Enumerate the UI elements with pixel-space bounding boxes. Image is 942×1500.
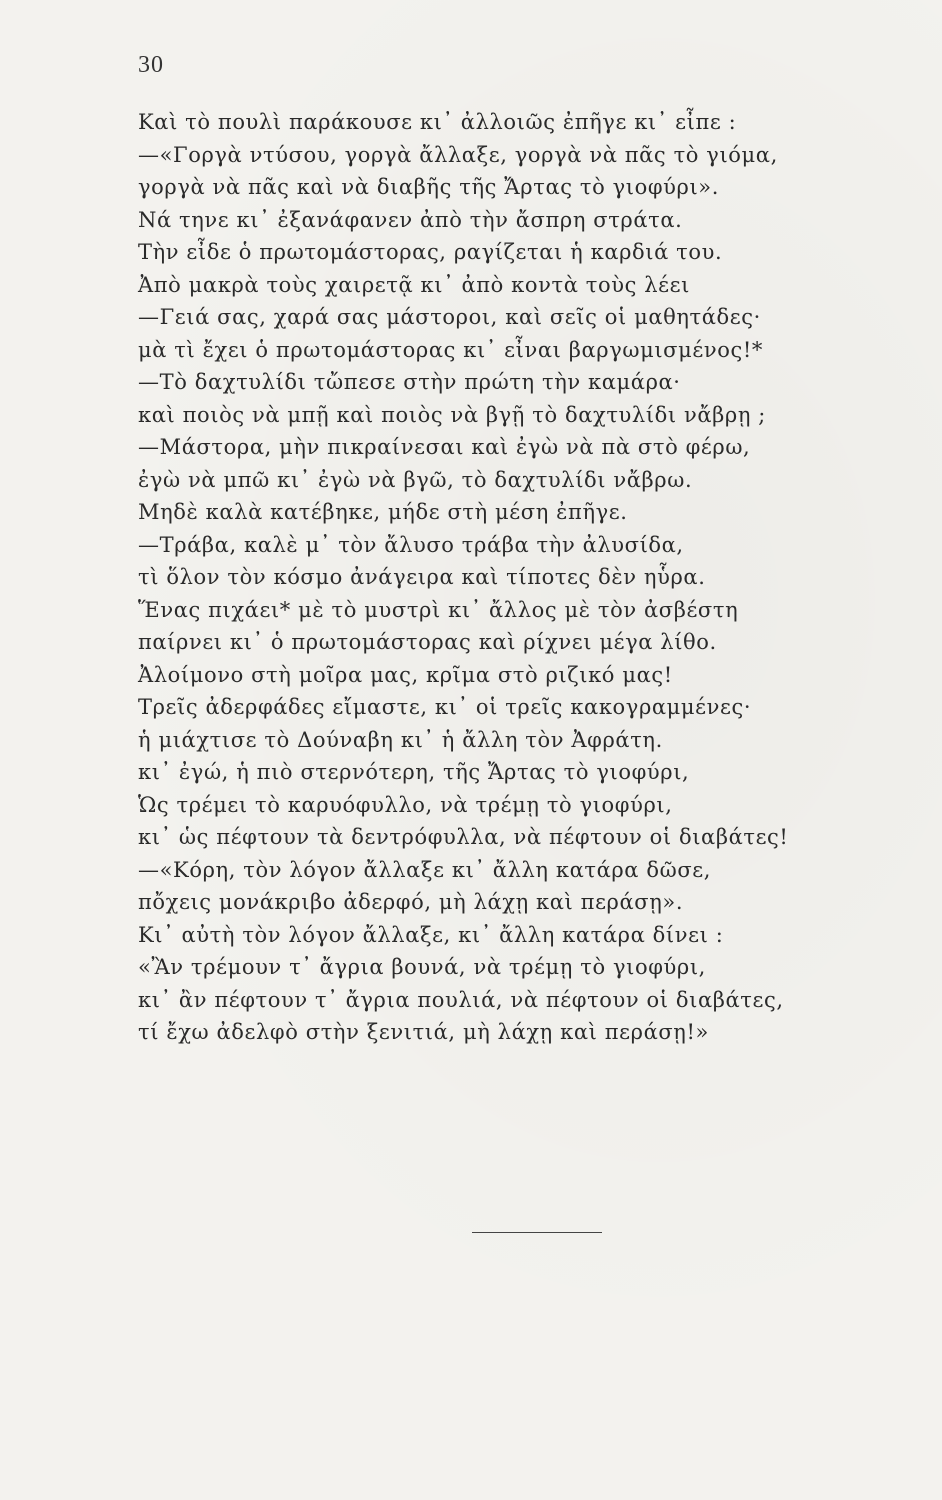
poem-line: γοργὰ νὰ πᾶς καὶ νὰ διαβῆς τῆς Ἄρτας τὸ γιοφύρι». — [138, 175, 720, 199]
poem-line: —«Γοργὰ ντύσου, γοργὰ ἄλλαξε, γοργὰ νὰ πᾶς τὸ γιόμα, — [138, 142, 778, 167]
poem-line: Κι᾿ αὐτὴ τὸν λόγον ἄλλαξε, κι᾿ ἄλλη κατάρα δίνει : — [138, 922, 724, 947]
poem-line: Μηδὲ καλὰ κατέβηκε, μήδε στὴ μέση ἐπῆγε. — [138, 500, 628, 524]
poem-line: μὰ τὶ ἔχει ὁ πρωτομάστορας κι᾿ εἶναι βαργωμισμένος!* — [138, 337, 763, 362]
poem-line: κι᾿ ὡς πέφτουν τὰ δεντρόφυλλα, νὰ πέφτουν οἱ διαβάτες! — [138, 825, 789, 849]
poem-line: ἡ μιάχτισε τὸ Δούναβη κι᾿ ἡ ἄλλη τὸν Ἀφράτη. — [138, 727, 663, 752]
poem-line: —«Κόρη, τὸν λόγον ἄλλαξε κι᾿ ἄλλη κατάρα δῶσε, — [138, 857, 712, 882]
poem-line: ἐγὼ νὰ μπῶ κι᾿ ἐγὼ νὰ βγῶ, τὸ δαχτυλίδι νἄβρω. — [138, 467, 693, 492]
poem-line: Ἕνας πιχάει* μὲ τὸ μυστρὶ κι᾿ ἄλλος μὲ τὸν ἀσβέστη — [138, 597, 739, 622]
poem-line: —Γειά σας, χαρά σας μάστοροι, καὶ σεῖς οἱ μαθητάδες· — [138, 305, 761, 329]
poem-line: Τρεῖς ἀδερφάδες εἴμαστε, κι᾿ οἱ τρεῖς κακογραμμένες· — [138, 695, 752, 719]
poem-line: κι᾿ ἂν πέφτουν τ᾿ ἄγρια πουλιά, νὰ πέφτουν οἱ διαβάτες, — [138, 987, 784, 1012]
poem-line: Νά τηνε κι᾿ ἐξανάφανεν ἀπὸ τὴν ἄσπρη στράτα. — [138, 207, 683, 232]
poem-line: «Ἂν τρέμουν τ᾿ ἄγρια βουνά, νὰ τρέμῃ τὸ γιοφύρι, — [138, 955, 706, 979]
poem-line: Ἀλοίμονο στὴ μοῖρα μας, κρῖμα στὸ ριζικό μας! — [138, 662, 673, 687]
footnote-divider — [472, 1232, 602, 1233]
poem-line: καὶ ποιὸς νὰ μπῇ καὶ ποιὸς νὰ βγῇ τὸ δαχτυλίδι νἄβρῃ ; — [138, 402, 766, 427]
poem-line: τὶ ὅλον τὸν κόσμο ἀνάγειρα καὶ τίποτες δὲν ηὗρα. — [138, 565, 706, 589]
poem-line: —Τράβα, καλὲ μ᾿ τὸν ἄλυσο τράβα τὴν ἀλυσίδα, — [138, 532, 684, 557]
page-number: 30 — [138, 52, 164, 78]
poem-line: πὄχεις μονάκριβο ἀδερφό, μὴ λάχῃ καὶ περάσῃ». — [138, 890, 684, 914]
poem-line: τί ἔχω ἀδελφὸ στὴν ξενιτιά, μὴ λάχῃ καὶ περάσῃ!» — [138, 1020, 709, 1044]
poem-line: Τὴν εἶδε ὁ πρωτομάστορας, ραγίζεται ἡ καρδιά του. — [138, 240, 723, 264]
poem-line: Καὶ τὸ πουλὶ παράκουσε κι᾿ ἀλλοιῶς ἐπῆγε κι᾿ εἶπε : — [138, 110, 737, 134]
poem-line: παίρνει κι᾿ ὁ πρωτομάστορας καὶ ρίχνει μέγα λίθο. — [138, 630, 717, 654]
poem-line: —Τὸ δαχτυλίδι τὤπεσε στὴν πρώτη τὴν καμάρα· — [138, 370, 681, 394]
poem-line: —Μάστορα, μὴν πικραίνεσαι καὶ ἐγὼ νὰ πὰ στὸ φέρω, — [138, 435, 751, 459]
poem-text — [138, 106, 858, 1049]
poem-line: Ὡς τρέμει τὸ καρυόφυλλο, νὰ τρέμῃ τὸ γιοφύρι, — [138, 792, 673, 817]
poem-line: Ἀπὸ μακρὰ τοὺς χαιρετᾷ κι᾿ ἀπὸ κοντὰ τοὺς λέει — [138, 272, 690, 297]
poem-line: κι᾿ ἐγώ, ἡ πιὸ στερνότερη, τῆς Ἄρτας τὸ γιοφύρι, — [138, 760, 690, 784]
